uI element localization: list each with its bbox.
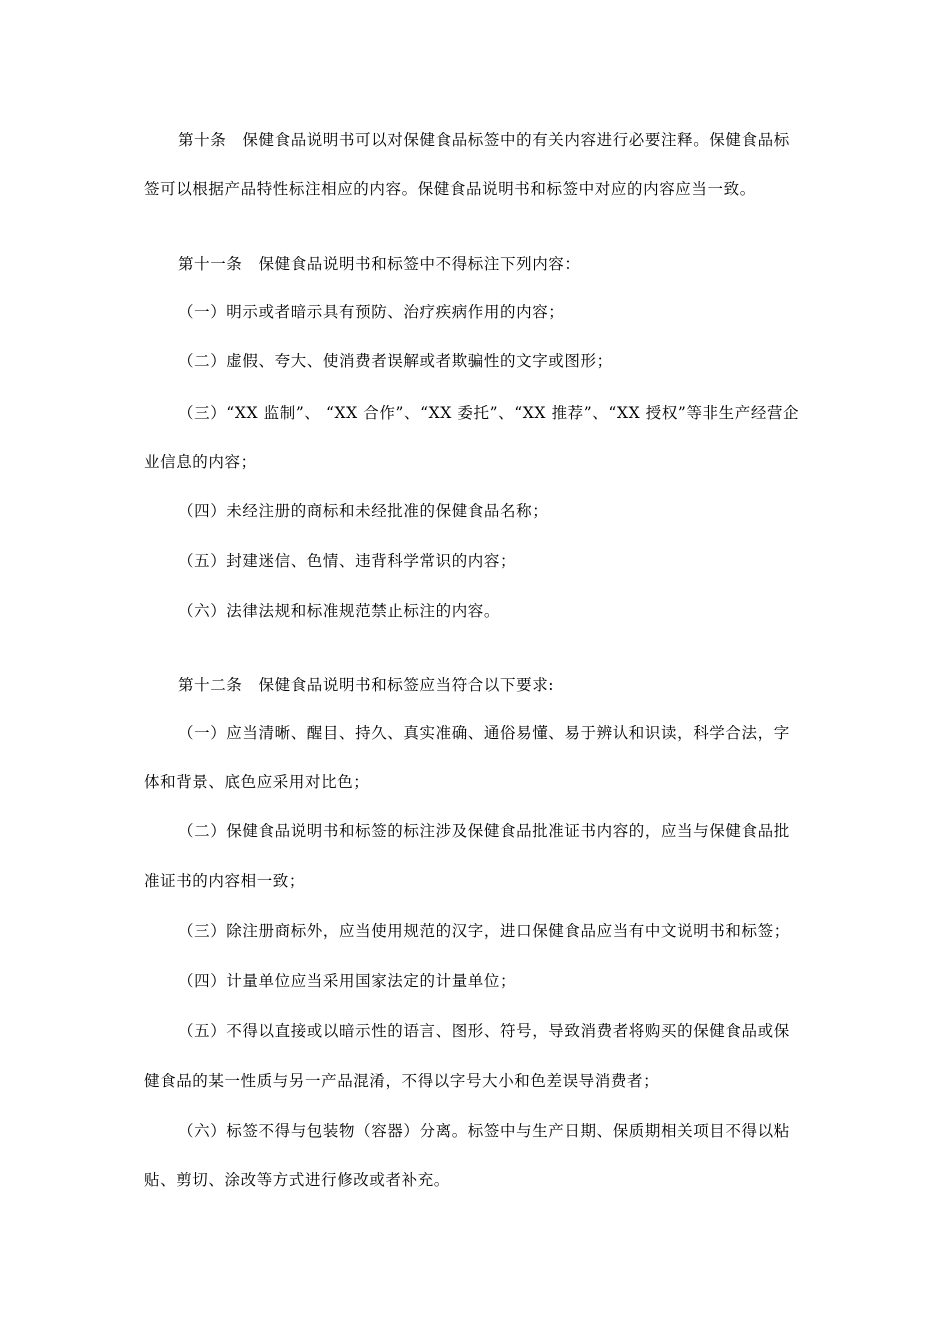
article-12-item-4: （四）计量单位应当采用国家法定的计量单位； bbox=[178, 972, 517, 990]
article-12-item-2-line-2: 准证书的内容相一致； bbox=[144, 872, 306, 890]
article-11-item-1: （一）明示或者暗示具有预防、治疗疾病作用的内容； bbox=[178, 303, 565, 321]
article-12-heading: 第十二条 保健食品说明书和标签应当符合以下要求: bbox=[178, 676, 555, 694]
article-11-item-5: （五）封建迷信、色情、违背科学常识的内容； bbox=[178, 552, 517, 570]
article-11-heading: 第十一条 保健食品说明书和标签中不得标注下列内容： bbox=[178, 255, 581, 273]
article-12-item-1-line-1: （一）应当清晰、醒目、持久、真实准确、通俗易懂、易于辨认和识读，科学合法，字 bbox=[178, 724, 790, 742]
article-12-item-6-line-1: （六）标签不得与包装物（容器）分离。标签中与生产日期、保质期相关项目不得以粘 bbox=[178, 1122, 790, 1140]
article-11-item-3-line-2: 业信息的内容； bbox=[144, 453, 257, 471]
article-11-item-4: （四）未经注册的商标和未经批准的保健食品名称； bbox=[178, 502, 549, 520]
article-12-item-5-line-2: 健食品的某一性质与另一产品混淆，不得以字号大小和色差误导消费者； bbox=[144, 1072, 660, 1090]
article-11-item-3-line-1: （三）“XX 监制”、 “XX 合作”、“XX 委托”、“XX 推荐”、“XX 授权”等非生产经营企 bbox=[178, 404, 800, 422]
article-10-line-2: 签可以根据产品特性标注相应的内容。保健食品说明书和标签中对应的内容应当一致。 bbox=[144, 180, 756, 198]
article-10-line-1: 第十条 保健食品说明书可以对保健食品标签中的有关内容进行必要注释。保健食品标 bbox=[178, 131, 790, 149]
article-12-item-6-line-2: 贴、剪切、涂改等方式进行修改或者补充。 bbox=[144, 1171, 450, 1189]
article-12-item-5-line-1: （五）不得以直接或以暗示性的语言、图形、符号，导致消费者将购买的保健食品或保 bbox=[178, 1022, 790, 1040]
article-11-item-6: （六）法律法规和标准规范禁止标注的内容。 bbox=[178, 602, 501, 620]
article-11-item-2: （二）虚假、夸大、使消费者误解或者欺骗性的文字或图形； bbox=[178, 352, 613, 370]
article-12-item-1-line-2: 体和背景、底色应采用对比色； bbox=[144, 773, 370, 791]
article-12-item-3: （三）除注册商标外，应当使用规范的汉字，进口保健食品应当有中文说明书和标签； bbox=[178, 922, 790, 940]
article-12-item-2-line-1: （二）保健食品说明书和标签的标注涉及保健食品批准证书内容的，应当与保健食品批 bbox=[178, 822, 790, 840]
